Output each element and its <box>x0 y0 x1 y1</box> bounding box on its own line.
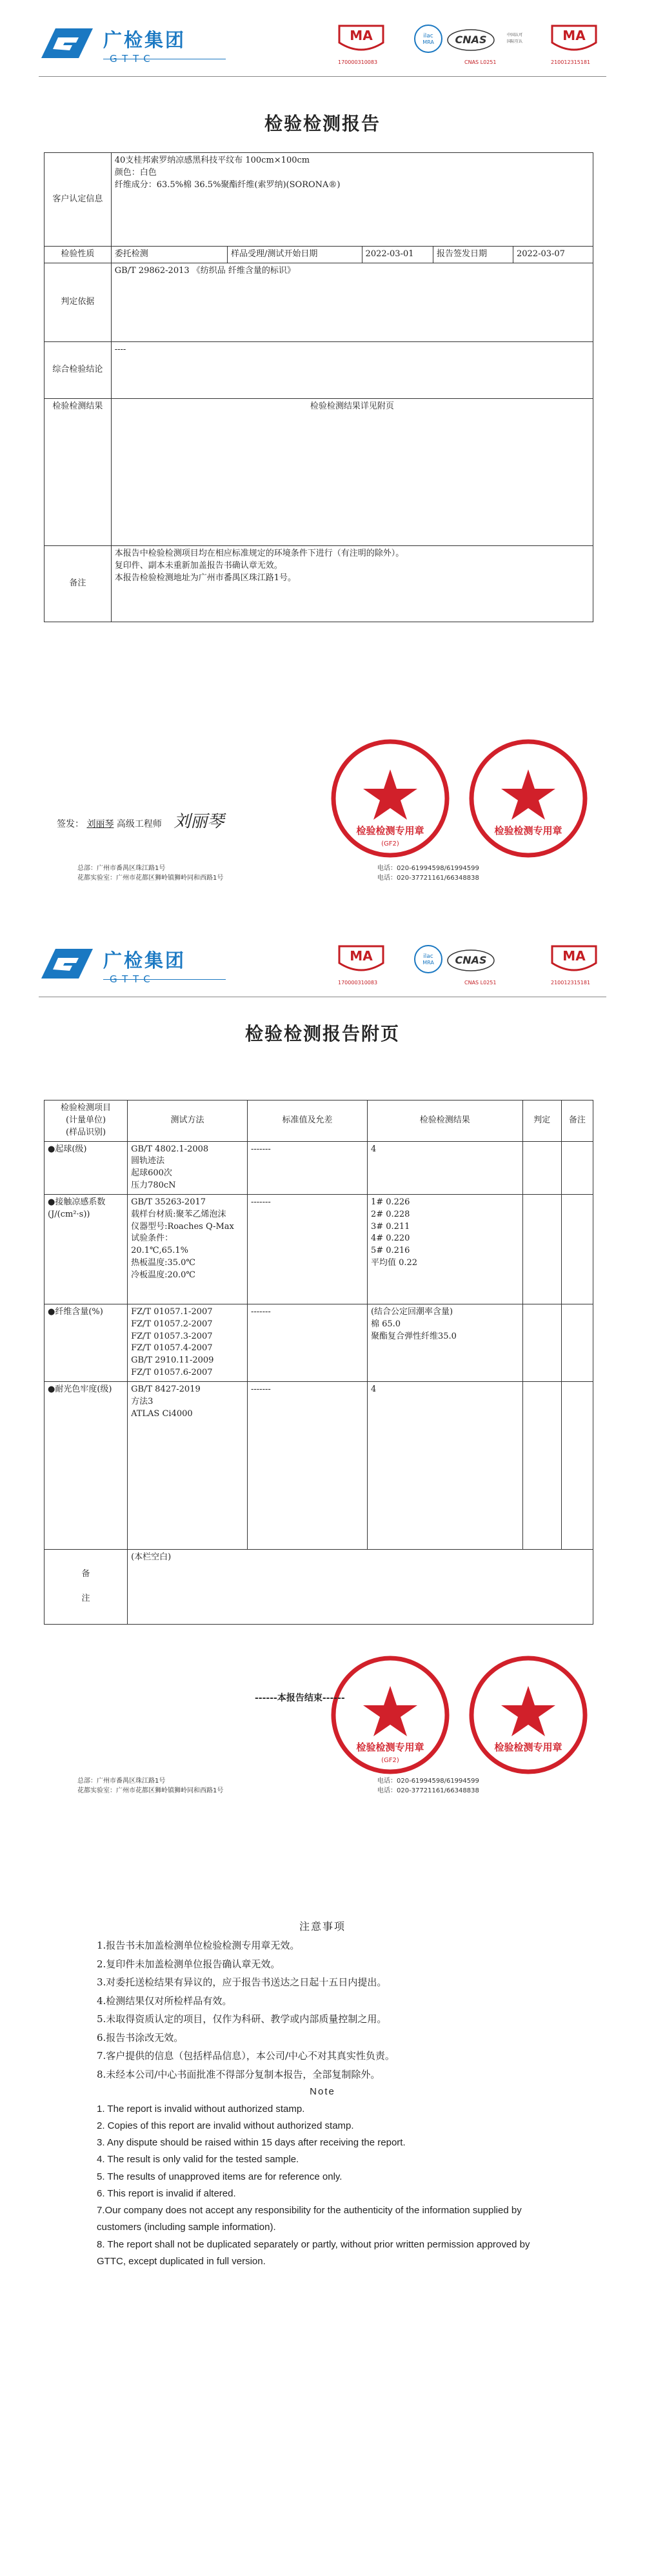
svg-text:国际互认: 国际互认 <box>507 39 522 44</box>
note-en-1: 1. The report is invalid without authorized stamp. <box>97 2103 305 2115</box>
basis-value: GB/T 29862-2013 《纺织品 纤维含量的标识》 <box>111 263 593 342</box>
col-header-standard: 标准值及允差 <box>248 1100 368 1142</box>
table-row <box>45 1381 593 1549</box>
cma-number-2: 210012315181 <box>551 59 591 65</box>
notes-title: 注意事项 <box>299 1920 346 1932</box>
svg-text:MA: MA <box>562 948 586 964</box>
svg-text:检验检测专用章: 检验检测专用章 <box>494 825 562 837</box>
gttc-logo-icon <box>39 25 94 66</box>
svg-text:中国认可: 中国认可 <box>507 33 522 37</box>
svg-text:MA: MA <box>350 948 373 964</box>
svg-text:ilac: ilac <box>423 33 433 39</box>
svg-text:MRA: MRA <box>422 960 434 966</box>
note-cn-1: 1.报告书未加盖检测单位检验检测专用章无效。 <box>97 1940 300 1952</box>
note-en-4: 4. The result is only valid for the tested sample. <box>97 2154 299 2165</box>
conclusion-label: 综合检验结论 <box>45 342 112 399</box>
svg-text:CNAS: CNAS <box>455 954 487 966</box>
note-cn-5: 5.未取得资质认定的项目，仅作为科研、教学或内部质量控制之用。 <box>97 2013 387 2025</box>
appendix-remark-label: 备 注 <box>45 1549 128 1624</box>
cert-badges <box>335 23 606 72</box>
item-result: 1# 0.226 2# 0.228 3# 0.211 4# 0.220 5# 0.216 平均值 0.22 <box>367 1194 522 1304</box>
footer-address <box>77 864 223 883</box>
note-en-8: 8. The report shall not be duplicated separately or partly, without prior written permission approved by GTTC, except duplicated in full version. <box>97 2238 530 2267</box>
note-cn-4: 4.检测结果仅对所检样品有效。 <box>97 1994 232 2007</box>
svg-text:检验检测专用章: 检验检测专用章 <box>494 1741 562 1753</box>
brand-name-cn: 广检集团 <box>103 29 186 51</box>
cma-badge-icon <box>335 23 387 56</box>
cma-badge-icon <box>335 944 387 976</box>
table-row <box>45 1141 593 1194</box>
svg-text:ilac: ilac <box>423 953 433 960</box>
footer-addr-1: 总部：广州市番禺区珠江路1号 <box>77 865 166 872</box>
page-header-2 <box>39 942 606 994</box>
svg-text:(GF2): (GF2) <box>381 1757 399 1764</box>
page-header <box>39 22 606 74</box>
cma-number: 170000310083 <box>338 980 378 986</box>
item-method: GB/T 4802.1-2008 圆轨迹法 起球600次 压力780cN <box>128 1141 248 1194</box>
svg-text:检验检测专用章: 检验检测专用章 <box>356 1741 424 1753</box>
note-en-2: 2. Copies of this report are invalid without authorized stamp. <box>97 2120 354 2131</box>
received-date-value: 2022-03-01 <box>362 247 433 263</box>
test-type-value: 委托检测 <box>111 247 227 263</box>
item-method: FZ/T 01057.1-2007 FZ/T 01057.2-2007 FZ/T 01057.3-2007 FZ/T 01057.4-2007 GB/T 2910.11-2009 FZ/T 01057.6-2007 <box>128 1304 248 1381</box>
item-method: GB/T 35263-2017 载样台材质:聚苯乙烯泡沫 仪器型号:Roaches Q-Max 试验条件： 20.1℃,65.1% 热板温度:35.0℃ 冷板温度:20.0℃ <box>128 1194 248 1304</box>
note-en-5: 5. The results of unapproved items are for reference only. <box>97 2171 342 2182</box>
note-cn-3: 3.对委托送检结果有异议的，应于报告书送达之日起十五日内提出。 <box>97 1976 387 1989</box>
brand-name-en: GTTC <box>110 973 155 985</box>
cnas-number: CNAS L0251 <box>464 980 497 986</box>
official-stamp-2-icon <box>467 737 590 860</box>
svg-text:CNAS: CNAS <box>455 34 487 46</box>
notes-block <box>97 1917 548 2270</box>
note-cn-6: 6.报告书涂改无效。 <box>97 2031 184 2044</box>
item-standard: ------- <box>248 1304 368 1381</box>
remark-value: 本报告中检验检测项目均在相应标准规定的环境条件下进行（有注明的除外）。 复印件、副本未重新加盖报告书确认章无效。 本报告检验检测地址为广州市番禺区珠江路1号。 <box>111 546 593 622</box>
note-en-3: 3. Any dispute should be raised within 15 days after receiving the report. <box>97 2137 406 2149</box>
cnas-number: CNAS L0251 <box>464 59 497 65</box>
appendix-table <box>44 1100 593 1625</box>
handwritten-signature: 刘丽琴 <box>174 812 224 831</box>
footer-addr-2: 花都实验室：广州市花都区狮岭镇狮岭同和西路1号 <box>77 1787 224 1794</box>
item-name: ●起球(级) <box>45 1141 128 1194</box>
footer-addr-2: 花都实验室：广州市花都区狮岭镇狮岭同和西路1号 <box>77 875 224 882</box>
appendix-title: 检验检测报告附页 <box>244 1023 400 1044</box>
footer-addr-1: 总部：广州市番禺区珠江路1号 <box>77 1778 166 1785</box>
footer-phone <box>377 1776 479 1796</box>
item-standard: ------- <box>248 1141 368 1194</box>
basis-label: 判定依据 <box>45 263 112 342</box>
svg-text:(GF2): (GF2) <box>381 840 399 847</box>
note-en-7: 7.Our company does not accept any responsibility for the authenticity of the information supplied by customers (including sample information). <box>97 2205 522 2233</box>
report-end-mark: ------本报告结束------ <box>255 1693 345 1703</box>
issue-date-value: 2022-03-07 <box>513 247 593 263</box>
note-cn-7: 7.客户提供的信息（包括样品信息），本公司/中心不对其真实性负责。 <box>97 2050 395 2062</box>
item-judge <box>522 1194 561 1304</box>
item-result: 4 <box>367 1381 522 1549</box>
signer-name: 刘丽琴 <box>86 819 114 829</box>
col-header-note: 备注 <box>561 1100 593 1142</box>
item-judge <box>522 1304 561 1381</box>
item-name: ●接触凉感系数 (J/(cm²·s)) <box>45 1194 128 1304</box>
sign-label: 签发： <box>57 819 84 829</box>
official-stamp-icon <box>329 737 452 860</box>
table-row <box>45 1304 593 1381</box>
report-page-1 <box>0 0 645 917</box>
item-note <box>561 1381 593 1549</box>
item-note <box>561 1141 593 1194</box>
item-judge <box>522 1381 561 1549</box>
customer-info-label: 客户认定信息 <box>45 153 112 247</box>
note-cn-8: 8.未经本公司/中心书面批准不得部分复制本报告，全部复制除外。 <box>97 2068 381 2080</box>
header-divider <box>39 76 606 77</box>
result-value: 检验检测结果详见附页 <box>111 399 593 546</box>
note-cn-2: 2.复印件未加盖检测单位报告确认章无效。 <box>97 1958 281 1970</box>
col-header-method: 测试方法 <box>128 1100 248 1142</box>
notes-page <box>0 1898 645 2576</box>
item-name: ●耐光色牢度(级) <box>45 1381 128 1549</box>
ilac-cnas-badge-icon <box>413 23 522 56</box>
report-summary-table <box>44 152 593 622</box>
footer-tel-1: 电话：020-61994598/61994599 <box>377 865 479 872</box>
conclusion-value: ---- <box>111 342 593 399</box>
signer-title: 高级工程师 <box>116 819 162 829</box>
item-note <box>561 1194 593 1304</box>
gttc-logo-icon <box>39 945 94 986</box>
appendix-remark-value: (本栏空白) <box>128 1549 593 1624</box>
received-date-label: 样品受理/测试开始日期 <box>228 247 362 263</box>
svg-text:MA: MA <box>562 28 586 43</box>
item-result: 4 <box>367 1141 522 1194</box>
item-standard: ------- <box>248 1381 368 1549</box>
customer-info-value: 40支桂邦索罗纳凉感黑科技平纹布 100cm×100cm 颜色：白色 纤维成分：63.5%棉 36.5%聚酯纤维(索罗纳)(SORONA®) <box>111 153 593 247</box>
item-result: (结合公定回潮率含量) 棉 65.0 聚酯复合弹性纤维35.0 <box>367 1304 522 1381</box>
remark-label: 备注 <box>45 546 112 622</box>
cma-number: 170000310083 <box>338 59 378 65</box>
cert-badges <box>335 944 606 993</box>
report-page-2 <box>0 917 645 1833</box>
item-method: GB/T 8427-2019 方法3 ATLAS Ci4000 <box>128 1381 248 1549</box>
col-header-judge: 判定 <box>522 1100 561 1142</box>
footer-address <box>77 1776 223 1796</box>
cma-number-2: 210012315181 <box>551 980 591 986</box>
result-label: 检验检测结果 <box>45 399 112 546</box>
brand-name-en: GTTC <box>110 53 155 65</box>
footer-tel-2: 电话：020-37721161/66348838 <box>377 1787 479 1794</box>
brand-name-cn: 广检集团 <box>103 949 186 971</box>
svg-text:MRA: MRA <box>422 39 434 45</box>
issue-date-label: 报告签发日期 <box>433 247 513 263</box>
item-judge <box>522 1141 561 1194</box>
footer-tel-1: 电话：020-61994598/61994599 <box>377 1778 479 1785</box>
table-row <box>45 1194 593 1304</box>
footer-phone <box>377 864 479 883</box>
item-name: ●纤维含量(%) <box>45 1304 128 1381</box>
official-stamp-2-icon <box>467 1654 590 1776</box>
official-stamp-icon <box>329 1654 452 1776</box>
signature-line <box>57 808 224 832</box>
notes-title-en: Note <box>310 2086 335 2098</box>
col-header-item: 检验检测项目 (计量单位) (样品识别) <box>45 1100 128 1142</box>
item-note <box>561 1304 593 1381</box>
test-type-label: 检验性质 <box>45 247 112 263</box>
cma-badge-2-icon <box>548 23 600 56</box>
note-en-6: 6. This report is invalid if altered. <box>97 2187 236 2199</box>
col-header-result: 检验检测结果 <box>367 1100 522 1142</box>
report-title: 检验检测报告 <box>264 113 381 134</box>
footer-tel-2: 电话：020-37721161/66348838 <box>377 875 479 882</box>
ilac-cnas-badge-icon <box>413 944 522 976</box>
cma-badge-2-icon <box>548 944 600 976</box>
svg-text:检验检测专用章: 检验检测专用章 <box>356 825 424 837</box>
svg-text:MA: MA <box>350 28 373 43</box>
item-standard: ------- <box>248 1194 368 1304</box>
